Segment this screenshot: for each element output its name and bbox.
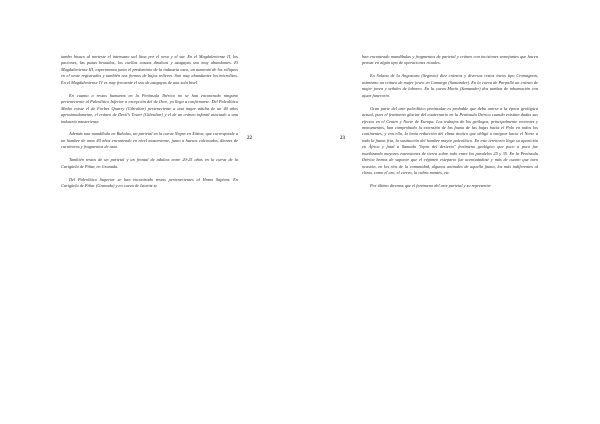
paragraph: También restos de un parietal y un frontal de adultos entre 20-25 años en la cueva de la Carigüela de Piñar, en Granada. <box>61 157 238 169</box>
paragraph: Gran parte del arte paleolítico peninsular es probable que deba unirse a la época geológica actual, pues el fenómeno glaciar del cuaternario en la Península Ibérica cuando existían dudas sus efectos en el Centro y Norte de Europa. Los trabajos de los geólogos, principalmente recientes y monumentos, han comprobado la extensión de las fauna de las bajas hacia el Polo en todos los continentes, y con ella, la lenta reducción del clima árctico que obligó a emigrar hacia el Norte a toda la fauna fría, la sustitución del hombre mayor paleolítico. En este territorio llega su aparición en África y fatal a llamada "lepra del desierto" fenómeno geológico que poco a poco fue inutilizando mayores extensiones de tierra sobre todo entre los paralelos 25 y 35. En la Península Ibérica hemos de suponer que el régimen estepario fue acentuándose y más de cuatro que tuvo ocasión, en los ríos de la comunidad, algunos animales de aquella fauna, los más indiferentes al clima, como el uro, el ciervo, la cabra montés, etc. <box>362 105 538 176</box>
right-page <box>300 0 600 424</box>
paragraph: Por último diremos que el fenómeno del arte parietal y su representa- <box>370 183 492 189</box>
paragraph: En Solana de la Angostura (Segovia) diez cráneos y diversos restos óseos tipo Cromagnon, asimismo un cráneo de mujer joven en Camargo (Santander). En la cueva de Parpalló un cráneo de mujer joven y señales de laboreo. En la cueva Morín (Santander) dos tumbas de inhumación con ajuar funerario. <box>362 73 538 98</box>
left-text-column <box>61 54 238 196</box>
paragraph: Del Paleolítico Superior se han encontrado restos pertenecientes al Homo Sapiens. En Carigüela de Piñar (Granada) y en cueva de Isturitz se <box>61 176 238 188</box>
paragraph: han encontrado mandíbulas y fragmentos de parietal y cráneo con incisiones semejantes que hacen pensar en algún tipo de operaciones rituales. <box>362 54 538 66</box>
paragraph: En cuanto a restos humanos en la Península Ibérica no se han encontrado ninguno perteneciente al Paleolítico Inferior a excepción del de Orce, ya llega a confirmarse. Del Paleolítico Medio existe el de Forbes Quarry (Gibraltar) perteneciente a una mujer adulta de un 40 años aproximadamente, el cráneo de Devil's Tower (Gibraltar) y el de un cráneo infantil asociado a una industria musteriense. <box>61 92 238 124</box>
paragraph: Además una mandíbula en Bañolas, un parietal en la cueva Negra en Xátiva, que corresponde a un hombre de unos 40 años encontrado en nivel musteriense, junto a huesos calcinados, dientes de carnívoros y fragmentos de asta. <box>61 131 238 150</box>
page-number-right: 23 <box>340 136 345 141</box>
right-text-column <box>362 54 538 196</box>
paragraph: tambo bisaco al norteste el intensano ual litoa por el oeso y el sur. En el Magdaleniense II, los paciones, las puzas brotados, los cuellas casuas dindicas y azagayas son muy abundantes. El Magdaleniense III, experimenta junto el predominio de la industria osea, un aumento de los réliquos en el oeste registrados y también nos formos de bajos relieves. Son muy abundantes los microlitos. En el Magdaleniense IV es muy frecuente el uso de azagayas de una sola bisel. <box>61 54 238 85</box>
page-number-left: 22 <box>247 136 252 141</box>
